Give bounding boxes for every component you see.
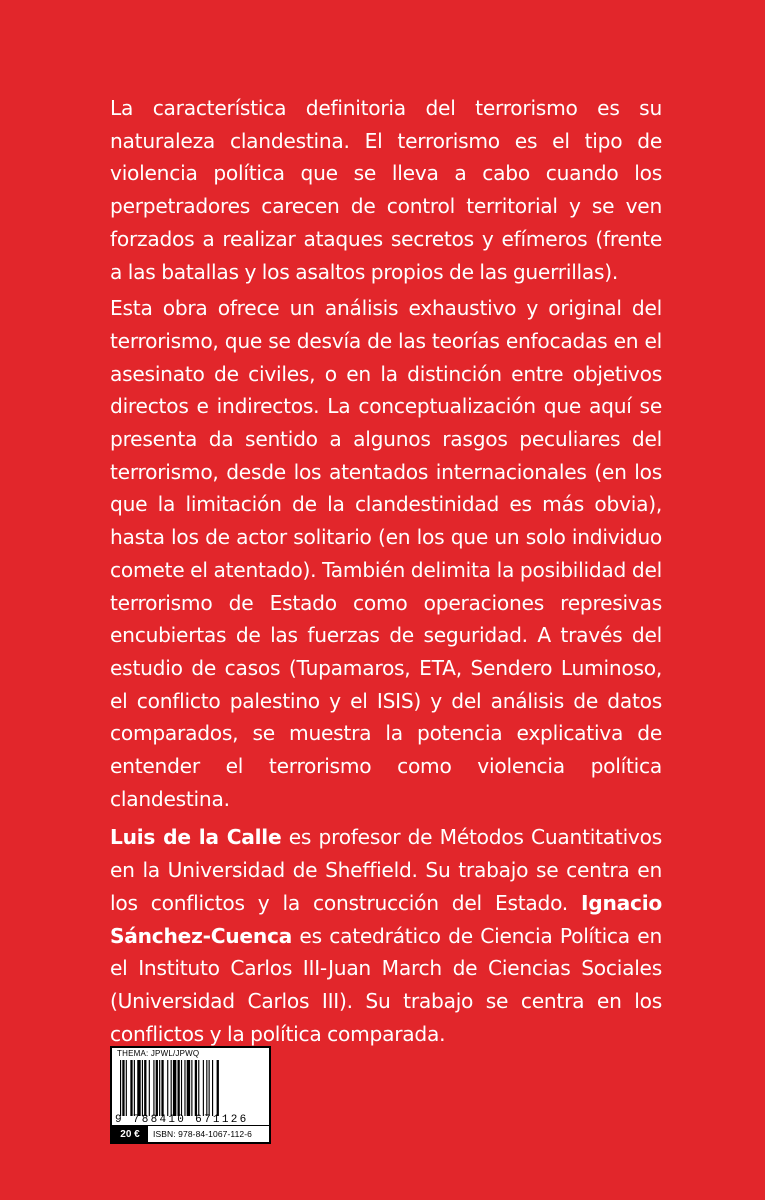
barcode-icon [120,1060,261,1116]
blurb-paragraph-2: Esta obra ofrece un análisis exhaustivo y original del terrorismo, que se desvía de las teorías enfocadas en el asesinato de civiles, o en la distinción entre objetivos directos e indirectos. La conceptualización que aquí se presenta da sentido a algunos rasgos peculiares del terrorismo, desde los atentados internacionales (en los que la limitación de la clandestinidad es más obvia), hasta los de actor solitario (en los que un solo individuo comete el atentado). También delimita la posibilidad del terrorismo de Estado como operaciones represivas encubiertas de las fuerzas de seguridad. A través del estudio de casos (Tupamaros, ETA, Sendero Luminoso, el conflicto palestino y el ISIS) y del análisis de datos comparados, se muestra la potencia explicativa de entender el terrorismo como violencia política clandestina. [110,296,662,811]
barcode-footer [112,1125,269,1142]
blurb-paragraph-1: La característica definitoria del terrorismo es su naturaleza clandestina. El terrorismo es el tipo de violencia política que se lleva a cabo cuando los perpetradores carecen de control territorial y se ven forzados a realizar ataques secretos y efímeros (frente a las batallas y los asaltos propios de las guerrillas). [110,96,662,284]
isbn-label: ISBN: 978-84-1067-112-6 [153,1129,253,1139]
author-2-bio: es catedrático de Ciencia Política en el Instituto Carlos III-Juan March de Ciencias Sociales (Universidad Carlos III). Su trabajo se centra en los conflictos y la política comparada. [110,923,662,1046]
ean-digits: 9 788410 671126 [115,1114,249,1126]
barcode-panel [110,1046,271,1144]
authors-bio [110,821,662,1050]
author-2-name: Ignacio Sánchez-Cuenca [110,890,662,948]
back-cover-text [110,92,662,1054]
thema-code: THEMA: JPWL/JPWQ [117,1049,200,1058]
author-1-bio: es profesor de Métodos Cuantitativos en la Universidad de Sheffield. Su trabajo se centra en los conflictos y la construcción del Estado. [110,825,662,915]
price-badge: 20 € [112,1126,148,1142]
author-1-name: Luis de la Calle [110,825,282,850]
